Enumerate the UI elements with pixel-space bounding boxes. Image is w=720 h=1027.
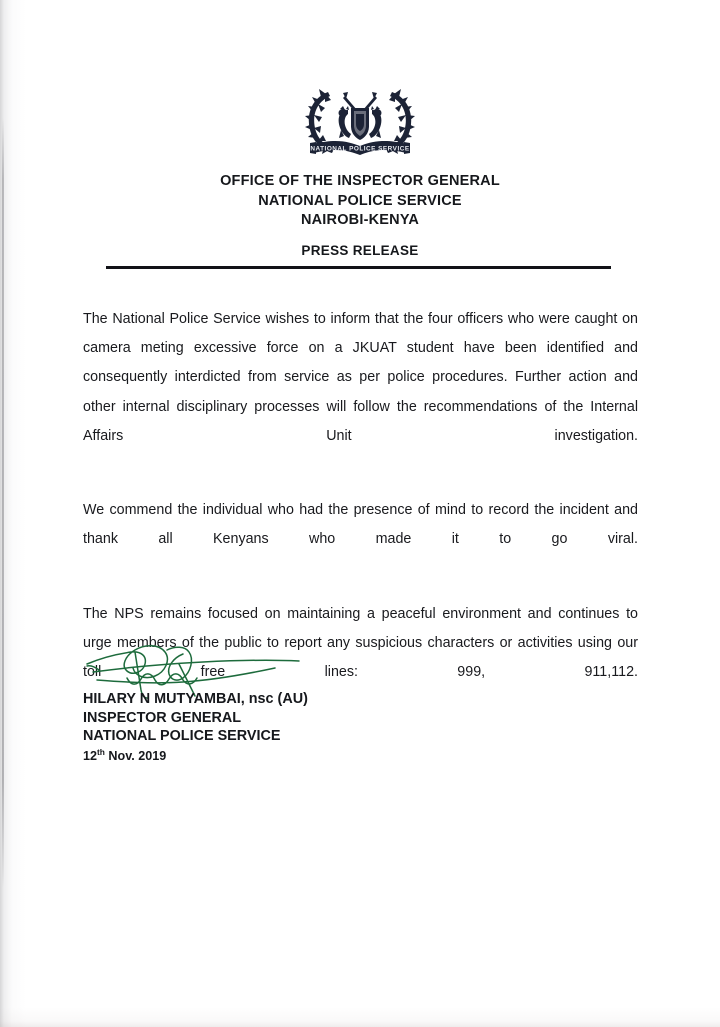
paragraph-toll-free-lines: The NPS remains focused on maintaining a peaceful environment and continues to urge members of the public to report any suspicious characters or activities using our toll free lines: 999, 911,112. — [83, 605, 638, 681]
signatory-name: HILARY N MUTYAMBAI, nsc (AU) — [83, 691, 308, 707]
emblem-ribbon-text: NATIONAL POLICE SERVICE — [310, 145, 410, 153]
signatory-details — [83, 634, 423, 765]
signature-date-ordinal: th — [97, 746, 105, 757]
letterhead-line-office: OFFICE OF THE INSPECTOR GENERAL — [220, 173, 500, 189]
emblem-container — [0, 80, 720, 164]
paragraph-commendation: We commend the individual who had the presence of mind to record the incident and thank all Kenyans who made it to go viral. — [83, 502, 638, 548]
signature-block — [83, 634, 423, 765]
letterhead-line-service: NATIONAL POLICE SERVICE — [258, 192, 462, 209]
letterhead-line-location: NAIROBI-KENYA — [300, 212, 420, 228]
signatory-organisation: NATIONAL POLICE SERVICE — [83, 728, 281, 745]
national-police-service-emblem-icon — [298, 80, 422, 164]
header-divider-rule — [106, 266, 611, 269]
document-subtitle: PRESS RELEASE — [301, 243, 419, 258]
letterhead — [0, 172, 720, 231]
signature-date — [83, 747, 423, 766]
scan-shadow-left-line — [2, 118, 4, 888]
signature-date-day: 12 — [83, 748, 98, 763]
scan-noise-bottom-edge — [0, 1003, 720, 1027]
signature-date-rest: Nov. 2019 — [104, 748, 167, 763]
signatory-title: INSPECTOR GENERAL — [83, 709, 242, 726]
paragraph-interdiction: The National Police Service wishes to inform that the four officers who were caught on camera meting excessive force on a JKUAT student have been identified and consequently interdicted from service as per police procedures. Further action and other internal disciplinary processes will follow the recommendations of the Internal Affairs Unit investigation. — [83, 311, 638, 444]
